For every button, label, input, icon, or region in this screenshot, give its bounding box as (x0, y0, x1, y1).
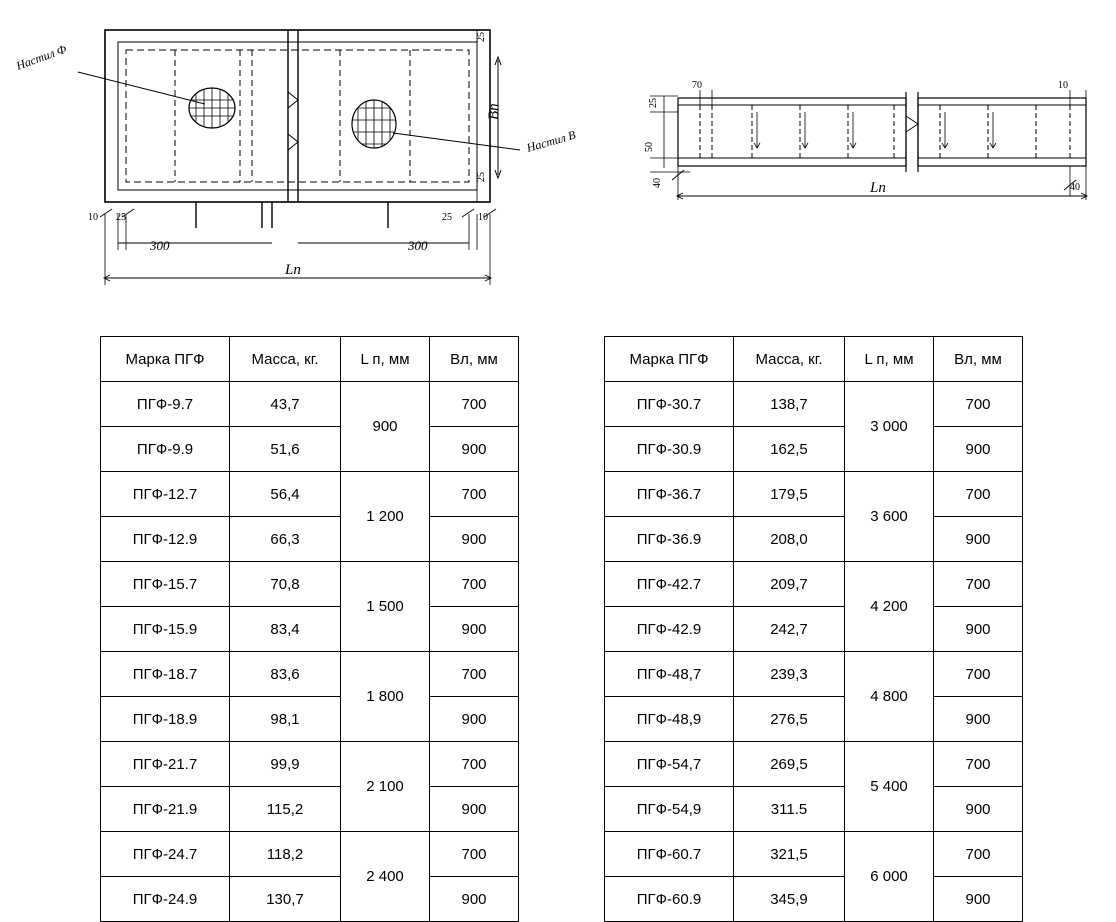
dim-50-elev: 50 (644, 142, 655, 152)
cell-mass: 118,2 (230, 832, 341, 877)
label-lp-plan: Lп (285, 262, 301, 278)
cell-vl: 700 (934, 832, 1023, 877)
cell-vl: 900 (430, 607, 519, 652)
table-row (101, 832, 519, 877)
table-row (605, 427, 1023, 472)
cell-mark: ПГФ-24.7 (101, 832, 230, 877)
cell-mass: 239,3 (734, 652, 845, 697)
cell-mark: ПГФ-15.7 (101, 562, 230, 607)
cell-mass: 208,0 (734, 517, 845, 562)
table-row (101, 877, 519, 922)
col-header-mass: Масса, кг. (230, 337, 341, 382)
table-row (101, 562, 519, 607)
cell-mass: 56,4 (230, 472, 341, 517)
cell-mark: ПГФ-9.7 (101, 382, 230, 427)
label-bp: Bп (486, 103, 502, 120)
cell-mark: ПГФ-48,9 (605, 697, 734, 742)
cell-mark: ПГФ-36.7 (605, 472, 734, 517)
col-header-vl: Вл, мм (430, 337, 519, 382)
cell-lp: 5 400 (845, 742, 934, 832)
cell-mark: ПГФ-48,7 (605, 652, 734, 697)
table-row (101, 697, 519, 742)
cell-vl: 900 (934, 517, 1023, 562)
cell-lp: 4 800 (845, 652, 934, 742)
cell-vl: 900 (934, 787, 1023, 832)
cell-vl: 900 (934, 877, 1023, 922)
cell-mark: ПГФ-42.9 (605, 607, 734, 652)
cell-mass: 311.5 (734, 787, 845, 832)
table-row (101, 652, 519, 697)
cell-mark: ПГФ-54,9 (605, 787, 734, 832)
dim-25-right: 25 (442, 212, 452, 223)
table-row (605, 517, 1023, 562)
table-row (605, 607, 1023, 652)
cell-mark: ПГФ-18.9 (101, 697, 230, 742)
cell-mark: ПГФ-21.7 (101, 742, 230, 787)
drawing-svg (0, 0, 1116, 320)
cell-mass: 83,4 (230, 607, 341, 652)
col-header-lp: L п, мм (341, 337, 430, 382)
cell-lp: 1 800 (341, 652, 430, 742)
dim-25-bottom: 25 (476, 172, 487, 182)
cell-mass: 98,1 (230, 697, 341, 742)
dim-300-right: 300 (408, 238, 428, 253)
cell-vl: 700 (430, 382, 519, 427)
cell-mark: ПГФ-24.9 (101, 877, 230, 922)
dim-40-right-elev: 40 (1070, 182, 1080, 193)
cell-mass: 209,7 (734, 562, 845, 607)
cell-lp: 900 (341, 382, 430, 472)
cell-vl: 700 (934, 652, 1023, 697)
cell-vl: 900 (934, 697, 1023, 742)
table-row (101, 787, 519, 832)
dim-10-left: 10 (88, 212, 98, 223)
cell-mark: ПГФ-12.9 (101, 517, 230, 562)
cell-vl: 900 (430, 427, 519, 472)
cell-mass: 70,8 (230, 562, 341, 607)
col-header-lp: L п, мм (845, 337, 934, 382)
col-header-vl: Вл, мм (934, 337, 1023, 382)
cell-lp: 3 000 (845, 382, 934, 472)
table-row (605, 877, 1023, 922)
label-nastil-v: Настил В (524, 127, 578, 155)
cell-mark: ПГФ-60.9 (605, 877, 734, 922)
cell-mass: 242,7 (734, 607, 845, 652)
table-row (605, 562, 1023, 607)
table-row (605, 652, 1023, 697)
cell-vl: 900 (430, 877, 519, 922)
spec-table-left (100, 336, 519, 922)
table-row (605, 742, 1023, 787)
cell-mass: 51,6 (230, 427, 341, 472)
cell-vl: 700 (934, 382, 1023, 427)
cell-vl: 900 (934, 607, 1023, 652)
table-row (101, 427, 519, 472)
label-lp-elev: Lп (870, 180, 886, 196)
dim-25-left: 25 (116, 212, 126, 223)
cell-lp: 2 400 (341, 832, 430, 922)
cell-lp: 1 500 (341, 562, 430, 652)
cell-mass: 115,2 (230, 787, 341, 832)
cell-mark: ПГФ-12.7 (101, 472, 230, 517)
table-header-row (605, 337, 1023, 382)
cell-vl: 700 (934, 742, 1023, 787)
cell-vl: 900 (430, 697, 519, 742)
cell-vl: 700 (430, 742, 519, 787)
table-header-row (101, 337, 519, 382)
technical-drawing (0, 0, 1116, 320)
dim-70-elev: 70 (692, 80, 702, 91)
cell-vl: 900 (430, 517, 519, 562)
table-row (605, 787, 1023, 832)
cell-lp: 2 100 (341, 742, 430, 832)
cell-lp: 6 000 (845, 832, 934, 922)
spec-table-right (604, 336, 1023, 922)
cell-mark: ПГФ-15.9 (101, 607, 230, 652)
cell-vl: 700 (430, 832, 519, 877)
cell-vl: 700 (430, 562, 519, 607)
col-header-mark: Марка ПГФ (101, 337, 230, 382)
cell-mass: 345,9 (734, 877, 845, 922)
cell-lp: 4 200 (845, 562, 934, 652)
table-row (101, 742, 519, 787)
table-row (605, 832, 1023, 877)
cell-mass: 276,5 (734, 697, 845, 742)
cell-mark: ПГФ-60.7 (605, 832, 734, 877)
table-row (605, 697, 1023, 742)
cell-mass: 83,6 (230, 652, 341, 697)
table-row (101, 517, 519, 562)
cell-mass: 99,9 (230, 742, 341, 787)
cell-mass: 321,5 (734, 832, 845, 877)
table-body-right (605, 382, 1023, 922)
table-row (101, 472, 519, 517)
cell-lp: 3 600 (845, 472, 934, 562)
cell-vl: 900 (430, 787, 519, 832)
dim-25-elev: 25 (648, 98, 659, 108)
cell-vl: 700 (934, 562, 1023, 607)
table-row (605, 382, 1023, 427)
cell-mass: 66,3 (230, 517, 341, 562)
dim-10-right: 10 (478, 212, 488, 223)
dim-300-left: 300 (150, 238, 170, 253)
cell-lp: 1 200 (341, 472, 430, 562)
cell-mass: 162,5 (734, 427, 845, 472)
cell-vl: 700 (934, 472, 1023, 517)
cell-vl: 900 (934, 427, 1023, 472)
cell-mark: ПГФ-30.9 (605, 427, 734, 472)
cell-mark: ПГФ-9.9 (101, 427, 230, 472)
cell-mark: ПГФ-30.7 (605, 382, 734, 427)
table-row (605, 472, 1023, 517)
cell-mass: 130,7 (230, 877, 341, 922)
cell-vl: 700 (430, 472, 519, 517)
dim-10-elev: 10 (1058, 80, 1068, 91)
dim-40-left-elev: 40 (652, 178, 663, 188)
col-header-mass: Масса, кг. (734, 337, 845, 382)
cell-mass: 179,5 (734, 472, 845, 517)
table-row (101, 382, 519, 427)
cell-mass: 269,5 (734, 742, 845, 787)
label-nastil-f: Настил Ф (14, 41, 69, 73)
table-row (101, 607, 519, 652)
cell-mark: ПГФ-36.9 (605, 517, 734, 562)
cell-mass: 43,7 (230, 382, 341, 427)
cell-mass: 138,7 (734, 382, 845, 427)
table-body-left (101, 382, 519, 922)
cell-mark: ПГФ-21.9 (101, 787, 230, 832)
cell-mark: ПГФ-18.7 (101, 652, 230, 697)
cell-mark: ПГФ-54,7 (605, 742, 734, 787)
col-header-mark: Марка ПГФ (605, 337, 734, 382)
dim-25-top: 25 (476, 32, 487, 42)
cell-mark: ПГФ-42.7 (605, 562, 734, 607)
cell-vl: 700 (430, 652, 519, 697)
